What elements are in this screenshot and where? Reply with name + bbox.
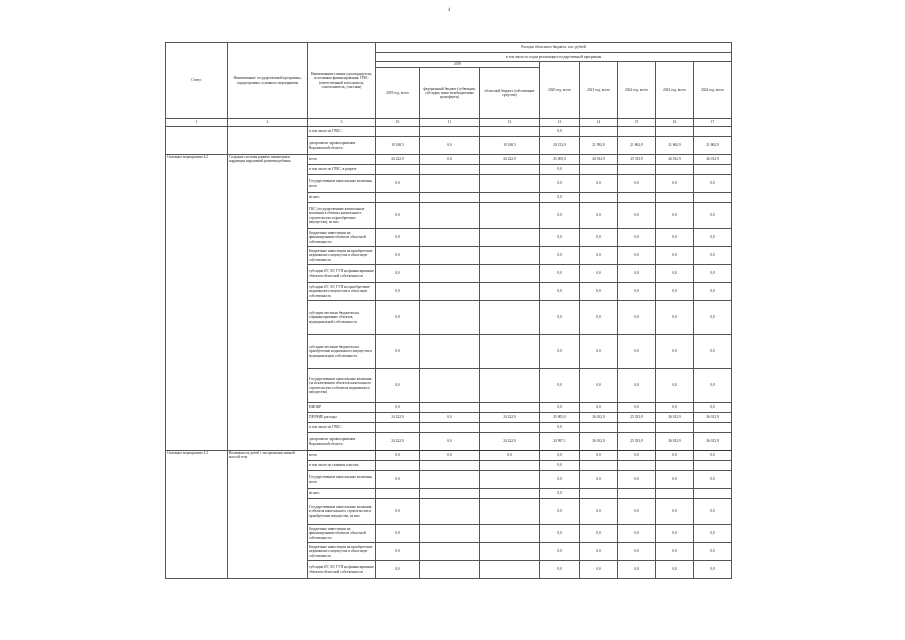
row-value: 0,0 [376, 403, 420, 413]
row-value [656, 423, 694, 433]
row-program-name [228, 127, 308, 155]
row-value: 0,0 [694, 471, 732, 489]
row-value [580, 165, 618, 175]
row-value: 26 012,9 [656, 413, 694, 423]
row-value [480, 369, 540, 403]
row-value: 0,0 [618, 543, 656, 561]
row-value [580, 127, 618, 137]
row-value: 24 222,9 [480, 155, 540, 165]
row-value: 0,0 [580, 369, 618, 403]
row-value: 0,0 [656, 543, 694, 561]
row-value: 0,0 [540, 461, 580, 471]
row-value [420, 423, 480, 433]
row-value [580, 423, 618, 433]
row-value [694, 461, 732, 471]
row-value: 0,0 [694, 561, 732, 579]
row-value: 0,0 [656, 229, 694, 247]
table-row [166, 451, 732, 461]
column-number: 14 [580, 119, 618, 127]
table-row [166, 155, 732, 165]
header-2019-regional: областной бюджет (собственные средства) [480, 68, 540, 119]
row-value [480, 525, 540, 543]
row-value: 0,0 [420, 137, 480, 155]
row-value [480, 229, 540, 247]
row-value: 0,0 [580, 561, 618, 579]
row-value [618, 165, 656, 175]
row-value: 0,0 [580, 471, 618, 489]
row-value [480, 335, 540, 369]
row-value [480, 265, 540, 283]
row-value [656, 193, 694, 203]
row-funding-source: департамент здравоохранения Воронежской области [308, 433, 376, 451]
row-value: 0,0 [420, 451, 480, 461]
row-value: 0,0 [618, 561, 656, 579]
row-value: 20 152,9 [540, 137, 580, 155]
row-value: 0,0 [618, 229, 656, 247]
row-value [480, 423, 540, 433]
row-value: 0,0 [540, 489, 580, 499]
row-funding-source: Государственные капитальные вложения, всего [308, 471, 376, 489]
row-value [480, 543, 540, 561]
row-value [420, 193, 480, 203]
row-funding-source: Государственные капитальные вложения в объекты капитального строительства и приобретение имущества, из них [308, 499, 376, 525]
row-value [420, 165, 480, 175]
row-value [420, 229, 480, 247]
row-value [618, 193, 656, 203]
row-funding-source: в том числе по главным классам [308, 461, 376, 471]
row-value: 0,0 [656, 369, 694, 403]
row-value: 0,0 [618, 451, 656, 461]
row-value [694, 127, 732, 137]
row-value: 0,0 [580, 247, 618, 265]
row-value [618, 423, 656, 433]
row-value [420, 561, 480, 579]
row-value [420, 127, 480, 137]
row-funding-source: департамент здравоохранения Воронежской области [308, 137, 376, 155]
row-value [376, 461, 420, 471]
row-value: 0,0 [694, 451, 732, 461]
column-number: 2 [228, 119, 308, 127]
row-value: 0,0 [540, 471, 580, 489]
row-funding-source: Бюджетные инвестиции на приобретение недвижимого имущества в областную собственность [308, 247, 376, 265]
row-value: 0,0 [580, 283, 618, 301]
row-funding-source: в том числе по ГРБС: в разрезе [308, 165, 376, 175]
row-value: 0,0 [694, 283, 732, 301]
row-funding-source: всего [308, 155, 376, 165]
row-value: 25 005,0 [540, 413, 580, 423]
row-value [656, 461, 694, 471]
row-value: 21 092,9 [580, 137, 618, 155]
header-status: Статус [166, 43, 228, 119]
row-value: 10 168,5 [376, 137, 420, 155]
row-value: 0,0 [656, 335, 694, 369]
row-value: 0,0 [694, 175, 732, 193]
header-budget-subtitle: в том числе по годам реализации государственной программы [376, 53, 732, 62]
row-value [420, 265, 480, 283]
row-value [480, 489, 540, 499]
row-value: 10 168,5 [480, 137, 540, 155]
row-value [420, 461, 480, 471]
row-value: 0,0 [618, 369, 656, 403]
row-funding-source: Бюджетные инвестиции на финансирование объектов областной собственности [308, 525, 376, 543]
row-status [166, 127, 228, 155]
row-value: 0,0 [580, 335, 618, 369]
row-value [580, 461, 618, 471]
row-value: 0,0 [540, 403, 580, 413]
row-value: 0,0 [376, 525, 420, 543]
row-value: 0,0 [618, 203, 656, 229]
row-value: 24 997,1 [540, 433, 580, 451]
row-value: 0,0 [376, 335, 420, 369]
row-value: 0,0 [618, 301, 656, 335]
row-value [656, 489, 694, 499]
row-value: 0,0 [540, 265, 580, 283]
row-value: 0,0 [376, 229, 420, 247]
row-value: 0,0 [580, 175, 618, 193]
row-value [480, 461, 540, 471]
row-value: 0,0 [420, 433, 480, 451]
row-value: 0,0 [376, 175, 420, 193]
row-value [420, 403, 480, 413]
row-value [480, 561, 540, 579]
row-value: 21 862,9 [694, 137, 732, 155]
row-value: 0,0 [376, 247, 420, 265]
row-value [420, 301, 480, 335]
row-value: 0,0 [694, 203, 732, 229]
row-value: 0,0 [376, 301, 420, 335]
row-value: 0,0 [694, 525, 732, 543]
row-funding-source: Государственные капитальные вложения (за исключением объектов капитального строительства и объектов недвижимого имущества) [308, 369, 376, 403]
row-value: 0,0 [580, 499, 618, 525]
table-row [166, 127, 732, 137]
row-value [420, 335, 480, 369]
row-value [420, 283, 480, 301]
row-value [580, 489, 618, 499]
row-value: 0,0 [580, 525, 618, 543]
row-status: Основное мероприятие 4.3 [166, 451, 228, 579]
row-value: 24 222,9 [376, 155, 420, 165]
row-value [420, 247, 480, 265]
row-value: 0,0 [376, 283, 420, 301]
row-value [420, 203, 480, 229]
row-value: 0,0 [376, 561, 420, 579]
row-funding-source: из них: [308, 489, 376, 499]
row-value [420, 543, 480, 561]
row-funding-source: всего [308, 451, 376, 461]
row-value: 21 862,9 [656, 137, 694, 155]
row-value: 0,0 [480, 451, 540, 461]
row-value [480, 203, 540, 229]
header-2020: 2020 год, всего [540, 62, 580, 119]
row-value: 26 012,9 [694, 433, 732, 451]
column-number: 16 [656, 119, 694, 127]
row-funding-source: субсидии БУ, АУ, ГУП на приобретение недвижимого имущества в областную собственность [308, 283, 376, 301]
row-value [694, 423, 732, 433]
column-number-row [166, 119, 732, 127]
row-value: 0,0 [618, 265, 656, 283]
row-value: 0,0 [580, 265, 618, 283]
row-value: 0,0 [694, 335, 732, 369]
column-number: 3 [308, 119, 376, 127]
row-value: 24 222,9 [480, 413, 540, 423]
row-value: 0,0 [376, 499, 420, 525]
row-funding-source: субсидии местным бюджетам на приобретение недвижимого имущества в муниципальную собственность [308, 335, 376, 369]
header-name: Наименование государственной программы, подпрограммы, основного мероприятия [228, 43, 308, 119]
row-value [376, 489, 420, 499]
row-value: 25 333,9 [618, 155, 656, 165]
row-value: 0,0 [540, 451, 580, 461]
row-value: 0,0 [656, 561, 694, 579]
page-number: 4 [448, 8, 451, 13]
row-value: 24 222,9 [376, 433, 420, 451]
row-funding-source: ГКС (государственные капитальные вложения в объекты капитального строительства и приобретение имущества), из них [308, 203, 376, 229]
row-value: 0,0 [694, 499, 732, 525]
row-value: 0,0 [376, 543, 420, 561]
row-value: 0,0 [694, 247, 732, 265]
row-value: 0,0 [540, 423, 580, 433]
row-status: Основное мероприятие 4.2 [166, 155, 228, 451]
row-value [376, 193, 420, 203]
row-program-name: Создание системы раннего выявления и коррекции нарушений развития ребенка [228, 155, 308, 451]
row-value: 0,0 [540, 561, 580, 579]
row-value: 0,0 [656, 525, 694, 543]
row-value: 0,0 [540, 543, 580, 561]
header-2023: 2023 год, всего [656, 62, 694, 119]
row-value [480, 127, 540, 137]
row-funding-source: Бюджетные инвестиции на финансирование объектов областной собственности [308, 229, 376, 247]
row-value: 0,0 [656, 247, 694, 265]
row-value [420, 489, 480, 499]
row-value: 0,0 [540, 525, 580, 543]
header-2019-federal: федеральный бюджет (субвенции, субсидии, иные межбюджетные трансферты) [420, 68, 480, 119]
column-number: 17 [694, 119, 732, 127]
row-value [480, 471, 540, 489]
row-funding-source: Государственные капитальные вложения, всего [308, 175, 376, 193]
row-funding-source: в том числе по ГРБС: [308, 127, 376, 137]
row-value: 0,0 [580, 229, 618, 247]
row-funding-source: субсидии БУ, АУ, ГУП на финансирование объектов областной собственности [308, 265, 376, 283]
row-value: 0,0 [618, 471, 656, 489]
row-value: 0,0 [656, 451, 694, 461]
row-value [618, 127, 656, 137]
row-value [480, 403, 540, 413]
row-value [480, 499, 540, 525]
row-funding-source: субсидии местным бюджетам на софинансирование объектов муниципальной собственности [308, 301, 376, 335]
row-value: 0,0 [618, 247, 656, 265]
row-value: 0,0 [580, 543, 618, 561]
row-value [656, 127, 694, 137]
row-value [480, 247, 540, 265]
row-funding-source: Бюджетные инвестиции на приобретение недвижимого имущества в областную собственность [308, 543, 376, 561]
row-value: 0,0 [540, 175, 580, 193]
row-funding-source: ПРОЧИЕ расходы [308, 413, 376, 423]
row-value [480, 301, 540, 335]
row-value: 0,0 [694, 229, 732, 247]
row-value [694, 489, 732, 499]
row-value: 0,0 [618, 283, 656, 301]
row-funding-source: в том числе по ГРБС: [308, 423, 376, 433]
row-value: 0,0 [420, 413, 480, 423]
row-value: 0,0 [694, 369, 732, 403]
row-value: 0,0 [420, 155, 480, 165]
row-value: 0,0 [618, 335, 656, 369]
row-value [656, 165, 694, 175]
row-value [694, 193, 732, 203]
column-number: 12 [480, 119, 540, 127]
row-value: 25 005,0 [540, 155, 580, 165]
row-value: 0,0 [656, 265, 694, 283]
row-value: 0,0 [540, 203, 580, 229]
row-value: 0,0 [656, 403, 694, 413]
row-value: 0,0 [618, 403, 656, 413]
row-value: 0,0 [540, 283, 580, 301]
row-value: 0,0 [376, 451, 420, 461]
row-program-name: Возможность детей с экстремально низкой массой тела [228, 451, 308, 579]
row-value: 0,0 [580, 403, 618, 413]
row-value: 24 222,9 [376, 413, 420, 423]
row-value: 0,0 [656, 471, 694, 489]
row-value [480, 283, 540, 301]
row-value: 0,0 [540, 165, 580, 175]
row-value: 0,0 [540, 127, 580, 137]
header-2024: 2024 год, всего [694, 62, 732, 119]
row-value: 0,0 [540, 301, 580, 335]
row-value: 21 862,9 [618, 137, 656, 155]
row-value: 0,0 [694, 543, 732, 561]
header-year-2019: 2019 [376, 62, 540, 68]
row-value: 26 012,9 [694, 155, 732, 165]
header-budget-title: Расходы областного бюджета, тыс. рублей [376, 43, 732, 53]
row-value [480, 175, 540, 193]
row-value: 0,0 [540, 229, 580, 247]
row-value [618, 489, 656, 499]
column-number: 1 [166, 119, 228, 127]
row-funding-source: НИОКР [308, 403, 376, 413]
column-number: 13 [540, 119, 580, 127]
row-value: 0,0 [376, 203, 420, 229]
row-value: 24 222,9 [480, 433, 540, 451]
row-value: 0,0 [618, 499, 656, 525]
column-number: 10 [376, 119, 420, 127]
row-value: 26 012,9 [580, 433, 618, 451]
row-value: 0,0 [694, 301, 732, 335]
column-number: 11 [420, 119, 480, 127]
row-value: 26 012,9 [580, 155, 618, 165]
row-funding-source: из них: [308, 193, 376, 203]
row-value: 0,0 [540, 499, 580, 525]
row-value: 26 012,9 [694, 413, 732, 423]
row-value: 0,0 [694, 265, 732, 283]
row-value [376, 127, 420, 137]
row-value: 0,0 [540, 335, 580, 369]
row-value [480, 193, 540, 203]
row-value: 0,0 [656, 283, 694, 301]
row-value [376, 165, 420, 175]
row-value: 0,0 [580, 301, 618, 335]
header-2019-total: 2019 год, всего [376, 68, 420, 119]
row-value: 25 333,9 [618, 413, 656, 423]
row-value: 0,0 [376, 369, 420, 403]
row-value: 0,0 [656, 203, 694, 229]
row-value: 0,0 [580, 203, 618, 229]
row-funding-source: субсидии БУ, АУ, ГУП на финансирование объектов областной собственности [308, 561, 376, 579]
header-2021: 2021 год, всего [580, 62, 618, 119]
row-value: 0,0 [580, 451, 618, 461]
row-value: 0,0 [540, 193, 580, 203]
header-source: Наименование главного распорядителя, источников финансирования, ГРБС (ответственный исполнитель, соисполнитель, участник) [308, 43, 376, 119]
row-value: 0,0 [656, 301, 694, 335]
row-value [420, 499, 480, 525]
row-value [618, 461, 656, 471]
row-value: 0,0 [618, 175, 656, 193]
row-value: 25 333,9 [618, 433, 656, 451]
row-value: 0,0 [540, 247, 580, 265]
budget-table [165, 42, 732, 579]
row-value: 26 012,9 [656, 433, 694, 451]
row-value [694, 165, 732, 175]
row-value [420, 525, 480, 543]
row-value: 0,0 [376, 265, 420, 283]
row-value: 0,0 [656, 499, 694, 525]
row-value [376, 423, 420, 433]
column-number: 15 [618, 119, 656, 127]
header-2022: 2022 год, всего [618, 62, 656, 119]
row-value [420, 175, 480, 193]
row-value [420, 369, 480, 403]
row-value: 0,0 [656, 175, 694, 193]
row-value: 0,0 [694, 403, 732, 413]
row-value: 0,0 [376, 471, 420, 489]
row-value: 0,0 [618, 525, 656, 543]
table-body [166, 127, 732, 579]
row-value [580, 193, 618, 203]
row-value: 26 012,9 [580, 413, 618, 423]
row-value: 0,0 [540, 369, 580, 403]
row-value [480, 165, 540, 175]
row-value [420, 471, 480, 489]
row-value: 26 012,9 [656, 155, 694, 165]
